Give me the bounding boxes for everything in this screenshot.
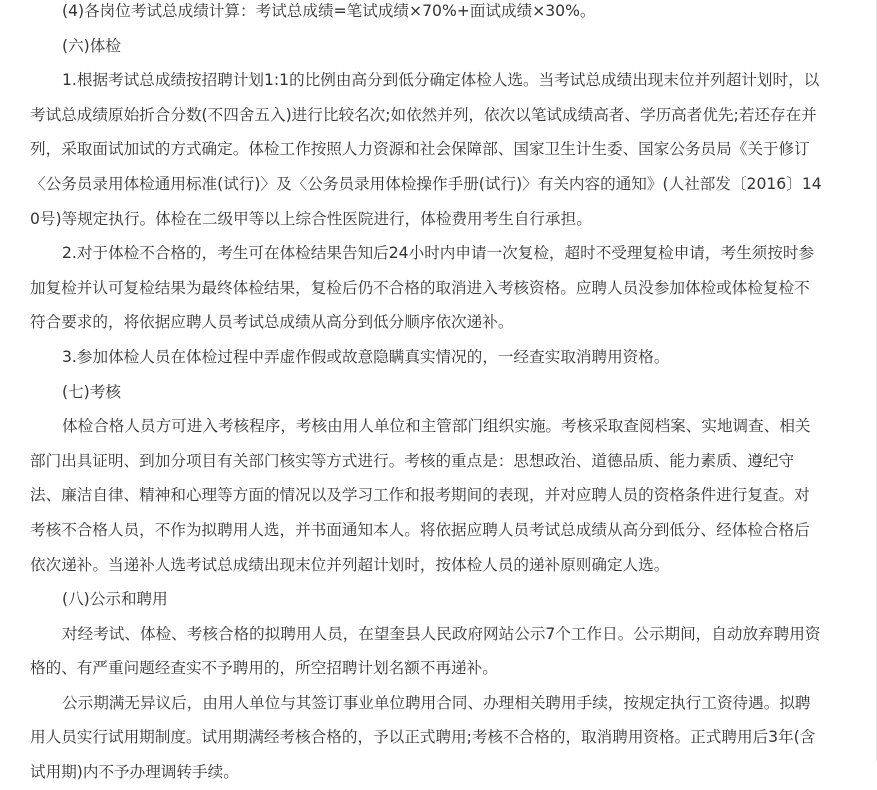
text-line: (六)体检 [62, 36, 121, 55]
text-line: 依次递补。当递补人选考试总成绩出现末位并列超计划时，按体检人员的递补原则确定人选。 [30, 555, 670, 574]
text-line: (八)公示和聘用 [62, 590, 168, 609]
text-line: 部门出具证明、到加分项目有关部门核实等方式进行。考核的重点是：思想政治、道德品质、能力素质、遵纪守 [30, 451, 795, 470]
text-line: 试用期)内不予办理调转手续。 [30, 763, 239, 782]
text-line: 2.对于体检不合格的，考生可在体检结果告知后24小时内申请一次复检，超时不受理复检申请，考生须按时参 [62, 244, 815, 263]
text-line: 〈公务员录用体检通用标准(试行)〉及〈公务员录用体检操作手册(试行)〉有关内容的通知》(人社部发〔2016〕14 [30, 174, 822, 193]
text-line: 考核不合格人员，不作为拟聘用人选，并书面通知本人。将依据应聘人员考试总成绩从高分到低分、经体检合格后 [30, 520, 810, 539]
text-line: 格的、有严重问题经查实不予聘用的，所空招聘计划名额不再递补。 [30, 659, 498, 678]
text-line: 对经考试、体检、考核合格的拟聘用人员，在望奎县人民政府网站公示7个工作日。公示期间，自动放弃聘用资 [62, 624, 821, 643]
text-line: 3.参加体检人员在体检过程中弄虚作假或故意隐瞒真实情况的，一经查实取消聘用资格。 [62, 347, 670, 366]
text-line: 体检合格人员方可进入考核程序，考核由用人单位和主管部门组织实施。考核采取查阅档案、实地调查、相关 [62, 417, 811, 436]
text-line: (七)考核 [62, 382, 121, 401]
text-line: 1.根据考试总成绩按招聘计划1:1的比例由高分到低分确定体检人选。当考试总成绩出现末位并列超计划时，以 [62, 71, 820, 90]
text-line: 公示期满无异议后，由用人单位与其签订事业单位聘用合同、办理相关聘用手续，按规定执行工资待遇。拟聘 [62, 693, 811, 712]
text-line: 列，采取面试加试的方式确定。体检工作按照人力资源和社会保障部、国家卫生计生委、国家公务员局《关于修订 [30, 140, 810, 159]
text-line: (4)各岗位考试总成绩计算：考试总成绩=笔试成绩×70%+面试成绩×30%。 [62, 2, 596, 20]
text-line: 加复检并认可复检结果为最终体检结果，复检后仍不合格的取消进入考核资格。应聘人员没参加体检或体检复检不 [30, 278, 810, 297]
text-line: 0号)等规定执行。体检在二级甲等以上综合性医院进行，体检费用考生自行承担。 [30, 209, 592, 228]
text-line: 用人员实行试用期制度。试用期满经考核合格的，予以正式聘用;考核不合格的，取消聘用资格。正式聘用后3年(含 [30, 728, 816, 747]
text-line: 法、廉洁自律、精神和心理等方面的情况以及学习工作和报考期间的表现，并对应聘人员的资格条件进行复查。对 [30, 486, 810, 505]
text-line: 符合要求的，将依据应聘人员考试总成绩从高分到低分顺序依次递补。 [30, 313, 514, 332]
text-line: 考试总成绩原始折合分数(不四舍五入)进行比较名次;如依然并列，依次以笔试成绩高者、学历高者优先;若还存在并 [30, 105, 817, 124]
